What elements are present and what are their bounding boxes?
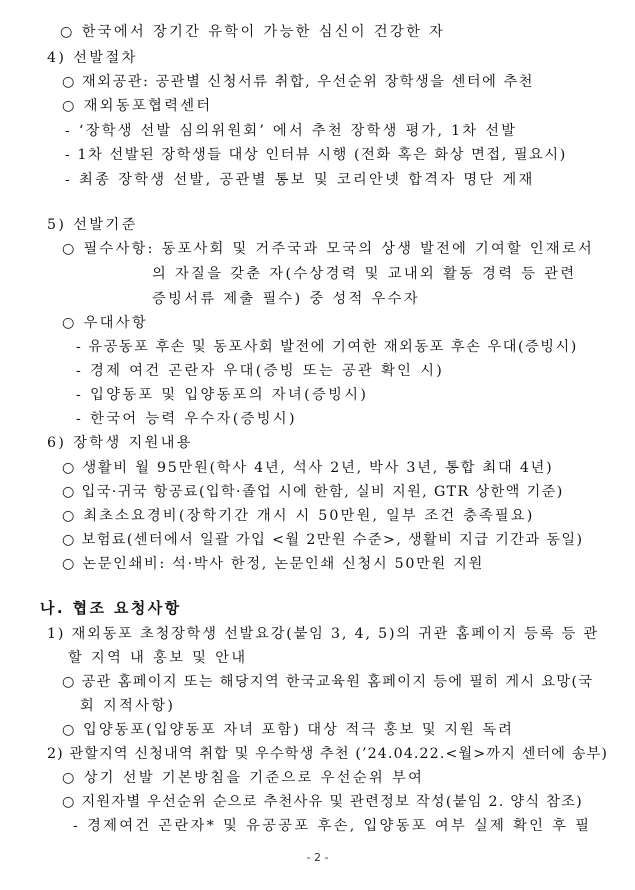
text-line: 회 지적사항) [80, 698, 176, 714]
text-line: - ‘장학생 선발 심의위원회’ 에서 추천 장학생 평가, 1차 선발 [65, 123, 518, 139]
text-line: ○ 입양동포(입양동포 자녀 포함) 대상 적극 홍보 및 지원 독려 [62, 722, 514, 738]
text-line: ○ 보험료(센터에서 일괄 가입 <월 2만원 수준>, 생활비 지급 기간과 동일) [62, 532, 584, 548]
text-line: ○ 공관 홈페이지 또는 해당지역 한국교육원 홈페이지 등에 필히 게시 요망(국 [62, 674, 594, 690]
text-line: 1) 재외동포 초청장학생 선발요강(붙임 3, 4, 5)의 귀관 홈페이지 등록 등 관 [47, 626, 600, 642]
text-line: ○ 필수사항: 동포사회 및 거주국과 모국의 상생 발전에 기여할 인재로서 [62, 241, 595, 257]
text-line: - 최종 장학생 선발, 공관별 통보 및 코리안넷 합격자 명단 게재 [65, 172, 535, 188]
text-line: 증빙서류 제출 필수) 중 성적 우수자 [152, 291, 420, 307]
text-line: 할 지역 내 홍보 및 안내 [68, 650, 248, 666]
text-line: ○ 생활비 월 95만원(학사 4년, 석사 2년, 박사 3년, 통합 최대 4년) [62, 460, 554, 476]
text-line: - 입양동포 및 입양동포의 자녀(증빙시) [76, 387, 369, 403]
text-line: - 유공동포 후손 및 동포사회 발전에 기여한 재외동포 후손 우대(증빙시) [76, 339, 578, 355]
text-line: - 한국어 능력 우수자(증빙시) [76, 411, 297, 427]
page-number: - 2 - [306, 851, 329, 864]
section-heading: 5) 선발기준 [47, 217, 138, 233]
text-line: ○ 한국에서 장기간 유학이 가능한 심신이 건강한 자 [60, 24, 446, 40]
text-line: - 경제여건 곤란자* 및 유공공포 후손, 입양동포 여부 실제 확인 후 필 [73, 818, 592, 834]
text-line: ○ 재외공관: 공관별 신청서류 취합, 우선순위 장학생을 센터에 추천 [62, 74, 535, 90]
text-line: ○ 입국·귀국 항공료(입학·졸업 시에 한함, 실비 지원, GTR 상한액 기준) [62, 484, 564, 500]
text-line: ○ 재외동포협력센터 [62, 98, 213, 114]
section-heading: 4) 선발절차 [47, 50, 138, 66]
text-line: 의 자질을 갖춘 자(수상경력 및 교내외 활동 경력 등 관련 [152, 266, 577, 282]
text-line: ○ 지원자별 우선순위 순으로 추천사유 및 관련정보 작성(붙임 2. 양식 참조) [62, 794, 583, 810]
text-line: ○ 상기 선발 기본방침을 기준으로 우선순위 부여 [62, 770, 425, 786]
major-heading: 나. 협조 요청사항 [40, 599, 182, 617]
text-line: 2) 관할지역 신청내역 취합 및 우수학생 추천 (’24.04.22.<월>까지 센터에 송부) [47, 746, 609, 762]
section-heading: 6) 장학생 지원내용 [47, 435, 193, 451]
text-line: ○ 최초소요경비(장학기간 개시 시 50만원, 일부 조건 충족필요) [62, 508, 535, 524]
text-line: ○ 논문인쇄비: 석·박사 한정, 논문인쇄 신청시 50만원 지원 [62, 556, 485, 572]
text-line: ○ 우대사항 [62, 315, 149, 331]
text-line: - 1차 선발된 장학생들 대상 인터뷰 시행 (전화 혹은 화상 면접, 필요시) [65, 147, 567, 163]
text-line: - 경제 여건 곤란자 우대(증빙 또는 공관 확인 시) [76, 363, 445, 379]
